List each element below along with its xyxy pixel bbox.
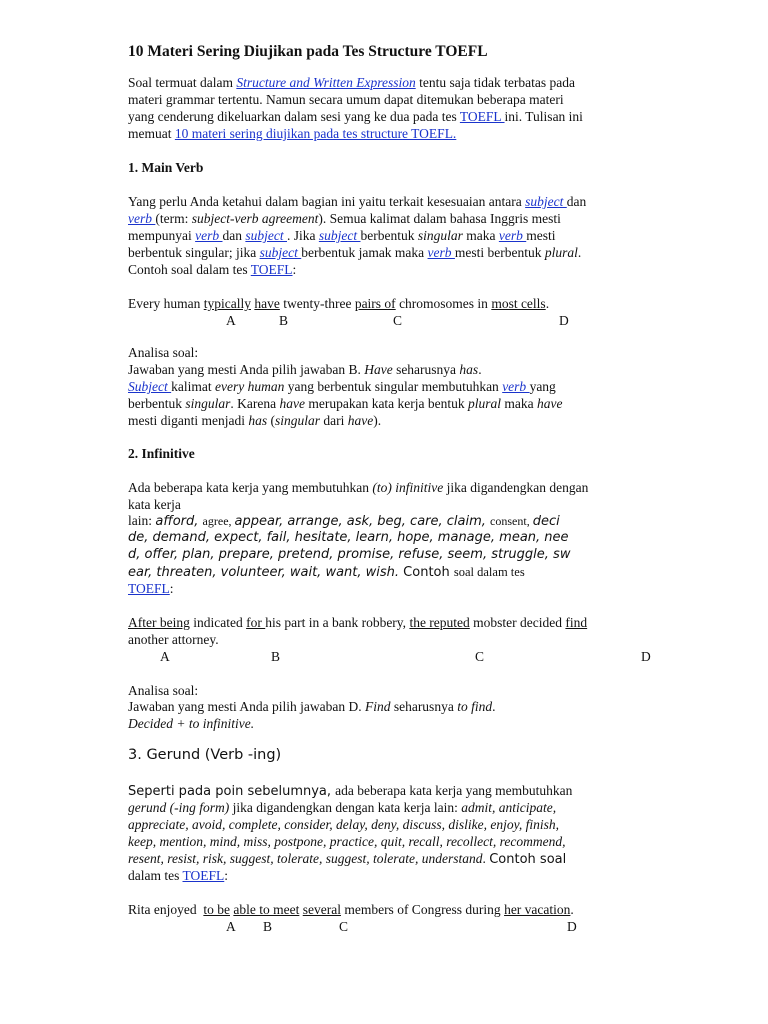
s1-analysis-line-3 [128, 395, 563, 412]
toefl-link[interactable]: TOEFL [182, 868, 225, 883]
analysis-italic: Find [364, 699, 391, 714]
s2-analysis-line-1 [128, 698, 495, 715]
analysis-italic: have [279, 396, 305, 411]
s2-text: lain: [128, 513, 156, 528]
analysis-text: seharusnya [392, 362, 460, 377]
question-text: chromosomes in [395, 296, 492, 311]
option-c-letter: C [475, 649, 485, 664]
analysis-text: . Karena [230, 396, 280, 411]
analysis-italic: every human [215, 379, 285, 394]
intro-text: Soal termuat dalam [128, 75, 237, 90]
toefl-link[interactable]: TOEFL [128, 581, 170, 596]
s2-text: : [169, 581, 174, 596]
option-b-letter: B [271, 649, 281, 664]
s2-verb-list: afford, [155, 514, 203, 529]
s3-line-6 [128, 867, 228, 884]
toefl-link[interactable]: TOEFL [250, 262, 293, 277]
analysis-text: merupakan kata kerja bentuk [304, 396, 469, 411]
s2-line-4: de, demand, expect, fail, hesitate, learn, hope, manage, mean, nee [128, 530, 569, 545]
s3-line-4 [128, 833, 566, 850]
s3-text: dalam tes [128, 868, 183, 883]
intro-text: ini. Tulisan ini [504, 109, 583, 124]
option-b-text: have [254, 296, 280, 311]
verb-link[interactable]: verb [502, 379, 530, 394]
question-text: Rita enjoyed [128, 902, 204, 917]
s3-text: . [482, 851, 490, 866]
s1-text: maka [462, 228, 499, 243]
intro-line-3 [128, 108, 583, 125]
analysis-text: . [478, 362, 482, 377]
s1-analysis-line-4 [128, 412, 381, 429]
question-text: . [570, 902, 574, 917]
option-b-letter: B [279, 313, 289, 328]
s1-line-1 [128, 193, 586, 210]
s2-analysis-line-2 [128, 715, 254, 732]
s1-text: mesti berbentuk [454, 245, 545, 260]
s2-text: soal dalam tes [453, 565, 525, 579]
analysis-text: yang [529, 379, 556, 394]
option-d-text: her vacation [504, 902, 571, 917]
option-c-letter: C [339, 919, 349, 934]
analysis-text: kalimat [171, 379, 215, 394]
analysis-text: Jawaban yang mesti Anda pilih jawaban B. [128, 362, 365, 377]
s1-text: Contoh soal dalam tes [128, 262, 251, 277]
s2-line-5: d, offer, plan, prepare, pretend, promise, refuse, seem, struggle, sw [128, 547, 571, 562]
question-text: Every human [128, 296, 204, 311]
analysis-text: maka [501, 396, 538, 411]
s1-question [128, 295, 549, 312]
analysis-italic: has [459, 362, 479, 377]
intro-text: yang cenderung dikeluarkan dalam sesi yang ke dua pada tes [128, 109, 460, 124]
analysis-italic: Decided + to infinitive. [128, 716, 255, 731]
s1-text: mempunyai [128, 228, 196, 243]
analysis-text: berbentuk [128, 396, 186, 411]
analysis-italic: to find [457, 699, 493, 714]
intro-line-4 [128, 125, 456, 142]
structure-written-expression-link[interactable]: Structure and Written Expression [236, 75, 416, 90]
analysis-text: ). [373, 413, 382, 428]
analysis-italic: have [347, 413, 374, 428]
s1-text: mesti [526, 228, 556, 243]
s2-line-7 [128, 580, 174, 597]
s2-verb-list: ear, threaten, volunteer, wait, want, wish. [128, 565, 400, 580]
s1-text: ). Semua kalimat dalam bahasa Inggris mesti [318, 211, 561, 226]
s2-line-6 [128, 563, 525, 581]
s1-text: berbentuk jamak maka [301, 245, 428, 260]
option-c-text: the reputed [409, 615, 470, 630]
option-a-text: typically [203, 296, 251, 311]
option-b-letter: B [263, 919, 273, 934]
question-text: mobster decided [469, 615, 566, 630]
s2-italic: (to) infinitive [372, 480, 444, 495]
option-a-letter: A [226, 919, 236, 934]
analysis-text: ( [267, 413, 275, 428]
option-c-text: pairs of [354, 296, 396, 311]
verb-link[interactable]: verb [128, 211, 156, 226]
analysis-italic: plural [468, 396, 502, 411]
s1-line-3 [128, 227, 556, 244]
subject-link[interactable]: subject [245, 228, 287, 243]
verb-link[interactable]: verb [498, 228, 527, 243]
s1-text: dan [222, 228, 246, 243]
s1-line-2 [128, 210, 561, 227]
option-a-text: After being [128, 615, 190, 630]
analysis-italic: Have [364, 362, 393, 377]
s1-text: . Jika [287, 228, 319, 243]
subject-link[interactable]: subject [525, 194, 567, 209]
s2-question [128, 614, 587, 631]
section-heading-gerund: 3. Gerund (Verb -ing) [128, 747, 282, 763]
intro-text: tentu saja tidak terbatas pada [415, 75, 576, 90]
question-text: members of Congress during [340, 902, 505, 917]
s1-analysis-label: Analisa soal: [128, 345, 199, 360]
option-a-letter: A [160, 649, 170, 664]
option-d-letter: D [559, 313, 569, 328]
analysis-italic: singular [185, 396, 231, 411]
s2-text: Contoh [399, 565, 454, 580]
option-a-letter: A [226, 313, 236, 328]
s3-text: Contoh soal [489, 852, 567, 867]
verb-link[interactable]: verb [427, 245, 455, 260]
question-text: . [545, 296, 550, 311]
s3-line-2 [128, 799, 556, 816]
question-text: twenty-three [279, 296, 355, 311]
s1-text: berbentuk singular; jika [128, 245, 260, 260]
option-d-letter: D [641, 649, 651, 664]
s2-text: jika digandengkan dengan [443, 480, 589, 495]
option-b-text: able to meet [233, 902, 300, 917]
analysis-text: mesti diganti menjadi [128, 413, 249, 428]
option-d-text: most cells [491, 296, 546, 311]
s3-text: jika digandengkan dengan kata kerja lain: [229, 800, 462, 815]
option-c-letter: C [393, 313, 403, 328]
option-a-text: to be [203, 902, 230, 917]
s3-line-3 [128, 816, 559, 833]
s1-italic: plural [544, 245, 578, 260]
s1-line-4 [128, 244, 581, 261]
s2-question-line-2: another attorney. [128, 632, 219, 647]
option-d-text: find [565, 615, 588, 630]
s3-text: ada beberapa kata kerja yang membutuhkan [335, 783, 573, 798]
s3-question [128, 901, 574, 918]
section-heading-main-verb: 1. Main Verb [128, 160, 204, 175]
question-text: indicated [189, 615, 247, 630]
option-c-text: several [302, 902, 341, 917]
s3-line-1 [128, 782, 572, 800]
subject-link[interactable]: Subject [128, 379, 172, 394]
analysis-italic: has [248, 413, 268, 428]
s1-line-5 [128, 261, 296, 278]
s2-line-2: kata kerja [128, 497, 181, 512]
s3-italic: appreciate, avoid, complete, consider, delay, deny, discuss, dislike, enjoy, finish, [128, 817, 560, 832]
verb-link[interactable]: verb [195, 228, 223, 243]
s3-line-5 [128, 850, 566, 868]
s3-italic: gerund (-ing form) [128, 800, 230, 815]
s1-italic: subject-verb agreement [191, 211, 319, 226]
s1-analysis-line-1 [128, 361, 482, 378]
materi-link[interactable]: 10 materi sering diujikan pada tes structure TOEFL. [174, 126, 457, 141]
s2-verb-list: deci [532, 514, 560, 529]
s3-italic: keep, mention, mind, miss, postpone, practice, quit, recall, recollect, recommend, [128, 834, 566, 849]
analysis-text: yang berbentuk singular membutuhkan [284, 379, 503, 394]
option-b-text: for [246, 615, 266, 630]
s3-italic: resent, resist, risk, suggest, tolerate, suggest, tolerate, understand [128, 851, 483, 866]
s1-text: . [577, 245, 582, 260]
s1-text: (term: [155, 211, 192, 226]
analysis-italic: have [537, 396, 563, 411]
s2-line-3 [128, 512, 560, 530]
s1-italic: singular [417, 228, 463, 243]
analysis-italic: singular [275, 413, 321, 428]
s2-text: consent, [490, 514, 533, 528]
s2-verb-list: appear, arrange, ask, beg, care, claim, [234, 514, 491, 529]
analysis-text: Jawaban yang mesti Anda pilih jawaban D. [128, 699, 365, 714]
subject-link[interactable]: subject [318, 228, 361, 243]
question-text: his part in a bank robbery, [265, 615, 410, 630]
option-d-letter: D [567, 919, 577, 934]
s2-line-1 [128, 479, 588, 496]
s3-text: Seperti pada poin sebelumnya, [128, 784, 336, 799]
s3-italic: admit, anticipate, [461, 800, 557, 815]
s1-text: Yang perlu Anda ketahui dalam bagian ini yaitu terkait kesesuaian antara [128, 194, 526, 209]
analysis-text: dari [320, 413, 348, 428]
subject-link[interactable]: subject [259, 245, 302, 260]
s2-text: agree, [202, 514, 235, 528]
s1-text: berbentuk [360, 228, 418, 243]
s3-text: : [224, 868, 229, 883]
document-title: 10 Materi Sering Diujikan pada Tes Structure TOEFL [128, 43, 488, 60]
s1-analysis-line-2 [128, 378, 556, 395]
s1-text: dan [566, 194, 587, 209]
intro-line-2: materi grammar tertentu. Namun secara umum dapat ditemukan beberapa materi [128, 92, 564, 107]
intro-line-1 [128, 74, 575, 91]
toefl-link[interactable]: TOEFL [459, 109, 505, 124]
section-heading-infinitive: 2. Infinitive [128, 446, 195, 461]
intro-text: memuat [128, 126, 175, 141]
s1-text: : [292, 262, 297, 277]
analysis-text: seharusnya [390, 699, 458, 714]
s2-analysis-label: Analisa soal: [128, 683, 199, 698]
analysis-text: . [492, 699, 496, 714]
s2-text: Ada beberapa kata kerja yang membutuhkan [128, 480, 373, 495]
